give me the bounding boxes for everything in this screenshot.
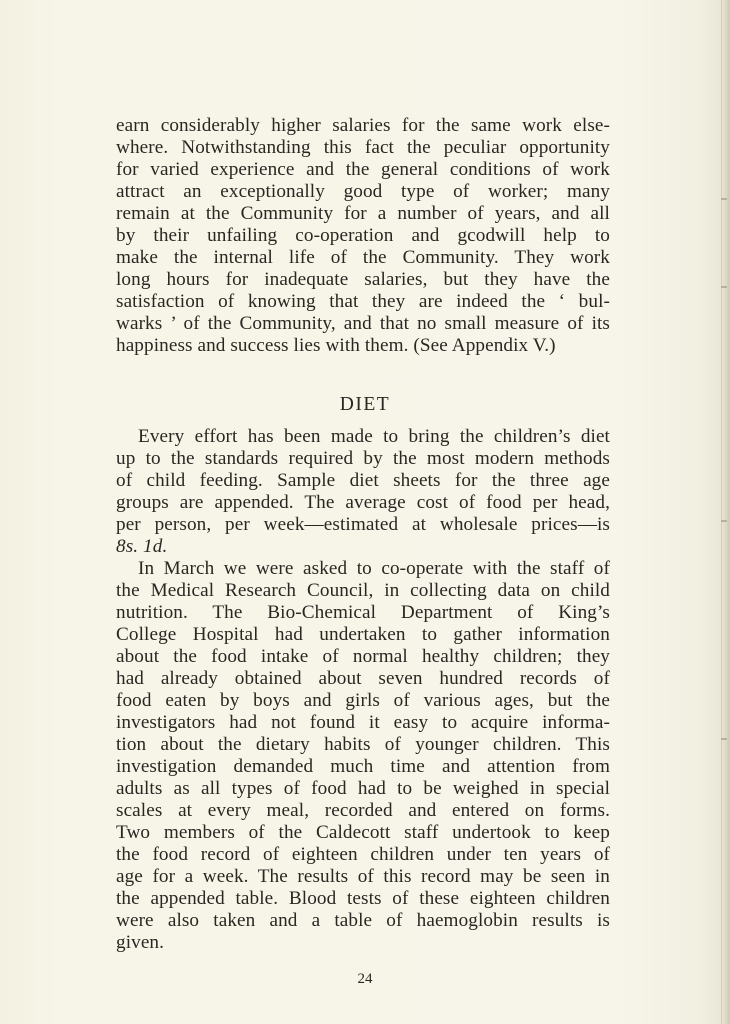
text-line: make the internal life of the Community. They work xyxy=(116,247,610,268)
section-heading: DIET xyxy=(339,394,391,415)
text-line: for varied experience and the general conditions of work xyxy=(116,159,610,180)
text-line: of child feeding. Sample diet sheets for the three age xyxy=(116,470,610,491)
text-line: the food record of eighteen children under ten years of xyxy=(116,844,610,865)
text-line: investigation demanded much time and attention from xyxy=(116,756,610,777)
text-line: per person, per week—estimated at wholesale prices—is xyxy=(116,514,610,535)
text-line: 8s. 1d. xyxy=(116,536,168,557)
text-line: adults as all types of food had to be weighed in special xyxy=(116,778,610,799)
edge-mark xyxy=(721,286,727,288)
text-line: attract an exceptionally good type of worker; many xyxy=(116,181,610,202)
text-line: earn considerably higher salaries for the same work else- xyxy=(116,115,610,136)
text-line: investigators had not found it easy to acquire informa- xyxy=(116,712,610,733)
text-line: given. xyxy=(116,932,165,953)
text-line: up to the standards required by the most modern methods xyxy=(116,448,610,469)
text-line: nutrition. The Bio-Chemical Department of King’s xyxy=(116,602,610,623)
text-line: age for a week. The results of this record may be seen in xyxy=(116,866,610,887)
text-line: scales at every meal, recorded and entered on forms. xyxy=(116,800,610,821)
text-line: warks ’ of the Community, and that no small measure of its xyxy=(116,313,610,334)
text-line: long hours for inadequate salaries, but they have the xyxy=(116,269,610,290)
paragraph-staff xyxy=(116,115,610,357)
edge-mark xyxy=(721,198,727,200)
text-line: Every effort has been made to bring the children’s diet xyxy=(138,426,610,447)
text-line: satisfaction of knowing that they are indeed the ‘ bul- xyxy=(116,291,610,312)
page-number: 24 xyxy=(357,971,373,987)
text-line: In March we were asked to co-operate with the staff of xyxy=(138,558,610,579)
text-line: groups are appended. The average cost of food per head, xyxy=(116,492,610,513)
edge-mark xyxy=(721,738,727,740)
text-line: Two members of the Caldecott staff undertook to keep xyxy=(116,822,610,843)
page-edge xyxy=(721,0,730,1024)
edge-mark xyxy=(721,520,727,522)
text-line: where. Notwithstanding this fact the peculiar opportunity xyxy=(116,137,610,158)
text-line: remain at the Community for a number of years, and all xyxy=(116,203,610,224)
text-line: were also taken and a table of haemoglobin results is xyxy=(116,910,610,931)
text-line: tion about the dietary habits of younger children. This xyxy=(116,734,610,755)
text-line: had already obtained about seven hundred records of xyxy=(116,668,610,689)
text-line: by their unfailing co-operation and gcodwill help to xyxy=(116,225,610,246)
text-line: food eaten by boys and girls of various ages, but the xyxy=(116,690,610,711)
text-line: about the food intake of normal healthy children; they xyxy=(116,646,610,667)
text-line: the Medical Research Council, in collecting data on child xyxy=(116,580,610,601)
paragraph-diet xyxy=(116,426,610,954)
text-line: College Hospital had undertaken to gather information xyxy=(116,624,610,645)
text-line: happiness and success lies with them. (See Appendix V.) xyxy=(116,335,556,356)
text-line: the appended table. Blood tests of these eighteen children xyxy=(116,888,610,909)
